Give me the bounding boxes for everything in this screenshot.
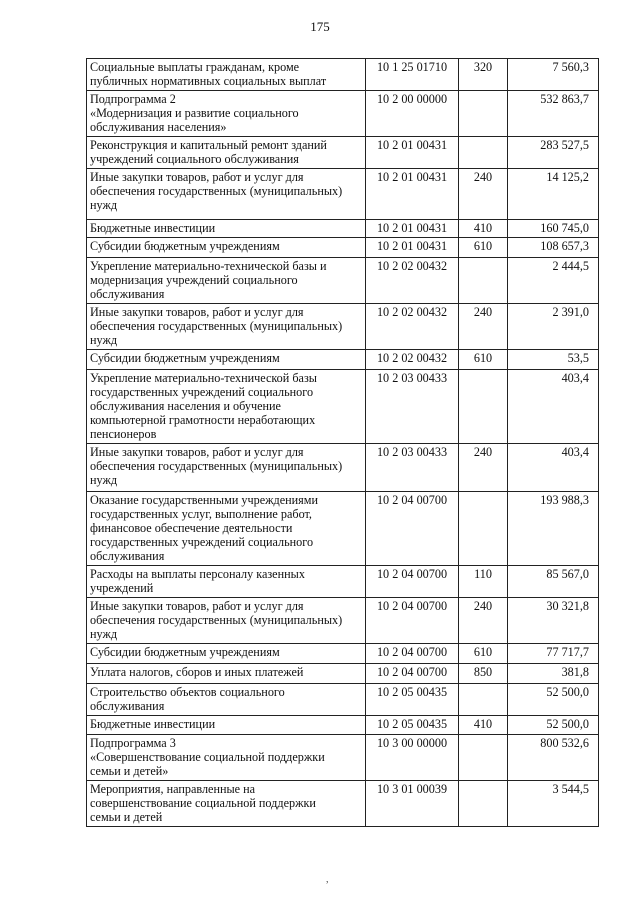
table-row (87, 644, 599, 664)
expense-name-line: нужд (90, 333, 118, 347)
table-row (87, 91, 599, 137)
expense-name-line: обслуживания (90, 699, 165, 713)
expense-name-cell (87, 350, 366, 370)
expense-name-line: обеспечения государственных (муниципальных) (90, 184, 343, 198)
expense-name-line: Реконструкция и капитальный ремонт зданий (90, 138, 327, 152)
expense-type-cell: 610 (459, 350, 508, 370)
amount-cell: 85 567,0 (508, 566, 599, 598)
budget-code-cell: 10 1 25 01710 (366, 59, 459, 91)
expense-type-cell (459, 370, 508, 444)
expense-name-line: учреждений социального обслуживания (90, 152, 299, 166)
expense-type-cell (459, 684, 508, 716)
expense-name-line: Социальные выплаты гражданам, кроме (90, 60, 300, 74)
table-row (87, 664, 599, 684)
table-row (87, 350, 599, 370)
expense-type-cell: 410 (459, 716, 508, 735)
expense-name-line: обслуживания населения» (90, 120, 227, 134)
page-number: 175 (310, 19, 330, 34)
expense-name-line: обеспечения государственных (муниципальных) (90, 459, 343, 473)
expense-name-line: нужд (90, 627, 118, 641)
expense-name-line: Субсидии бюджетным учреждениям (90, 351, 280, 365)
budget-table-body (87, 59, 599, 827)
table-row (87, 169, 599, 220)
budget-code-cell: 10 2 02 00432 (366, 304, 459, 350)
amount-cell: 108 657,3 (508, 238, 599, 258)
expense-name-cell (87, 716, 366, 735)
amount-cell: 53,5 (508, 350, 599, 370)
budget-code-cell: 10 2 04 00700 (366, 644, 459, 664)
expense-name-line: финансовое обеспечение деятельности (90, 521, 293, 535)
expense-type-cell: 240 (459, 598, 508, 644)
expense-type-cell (459, 492, 508, 566)
table-row (87, 137, 599, 169)
table-row (87, 304, 599, 350)
expense-name-line: нужд (90, 473, 118, 487)
expense-type-cell: 240 (459, 444, 508, 492)
expense-name-line: Укрепление материально-технической базы и (90, 259, 327, 273)
expense-name-line: обслуживания (90, 549, 165, 563)
expense-type-cell: 850 (459, 664, 508, 684)
amount-cell: 2 391,0 (508, 304, 599, 350)
expense-name-cell (87, 644, 366, 664)
amount-cell: 3 544,5 (508, 781, 599, 827)
expense-name-cell (87, 258, 366, 304)
expense-name-line: «Совершенствование социальной поддержки (90, 750, 325, 764)
expense-name-line: Иные закупки товаров, работ и услуг для (90, 305, 304, 319)
expense-type-cell: 410 (459, 220, 508, 238)
budget-code-cell: 10 2 00 00000 (366, 91, 459, 137)
table-row (87, 238, 599, 258)
table-row (87, 220, 599, 238)
amount-cell: 52 500,0 (508, 716, 599, 735)
amount-cell: 403,4 (508, 370, 599, 444)
expense-name-line: «Модернизация и развитие социального (90, 106, 299, 120)
expense-name-line: Строительство объектов социального (90, 685, 285, 699)
amount-cell: 381,8 (508, 664, 599, 684)
expense-name-cell (87, 664, 366, 684)
expense-type-cell: 610 (459, 238, 508, 258)
table-row (87, 444, 599, 492)
budget-code-cell: 10 2 03 00433 (366, 370, 459, 444)
table-row (87, 370, 599, 444)
budget-code-cell: 10 2 04 00700 (366, 598, 459, 644)
table-row (87, 598, 599, 644)
table-row (87, 684, 599, 716)
expense-name-line: обслуживания населения и обучение (90, 399, 281, 413)
expense-name-line: Подпрограмма 2 (90, 92, 176, 106)
expense-name-cell (87, 492, 366, 566)
amount-cell: 532 863,7 (508, 91, 599, 137)
expense-name-line: Бюджетные инвестиции (90, 221, 216, 235)
budget-table (86, 58, 599, 827)
budget-code-cell: 10 2 04 00700 (366, 664, 459, 684)
amount-cell: 2 444,5 (508, 258, 599, 304)
expense-name-cell (87, 598, 366, 644)
expense-name-cell (87, 444, 366, 492)
budget-code-cell: 10 2 05 00435 (366, 716, 459, 735)
expense-name-cell (87, 169, 366, 220)
expense-name-line: Укрепление материально-технической базы (90, 371, 317, 385)
expense-name-line: семьи и детей (90, 810, 163, 824)
expense-name-line: публичных нормативных социальных выплат (90, 74, 327, 88)
amount-cell: 30 321,8 (508, 598, 599, 644)
amount-cell: 7 560,3 (508, 59, 599, 91)
budget-code-cell: 10 2 01 00431 (366, 137, 459, 169)
expense-name-line: Уплата налогов, сборов и иных платежей (90, 665, 304, 679)
expense-type-cell (459, 258, 508, 304)
expense-name-line: Иные закупки товаров, работ и услуг для (90, 445, 304, 459)
budget-code-cell: 10 3 01 00039 (366, 781, 459, 827)
expense-type-cell: 320 (459, 59, 508, 91)
table-row (87, 735, 599, 781)
expense-name-cell (87, 781, 366, 827)
budget-code-cell: 10 2 05 00435 (366, 684, 459, 716)
amount-cell: 160 745,0 (508, 220, 599, 238)
table-row (87, 492, 599, 566)
expense-name-line: Субсидии бюджетным учреждениям (90, 239, 280, 253)
budget-code-cell: 10 2 02 00432 (366, 350, 459, 370)
expense-type-cell (459, 735, 508, 781)
expense-name-line: Субсидии бюджетным учреждениям (90, 645, 280, 659)
table-row (87, 716, 599, 735)
expense-name-line: семьи и детей» (90, 764, 169, 778)
expense-name-line: пенсионеров (90, 427, 157, 441)
budget-code-cell: 10 2 04 00700 (366, 492, 459, 566)
expense-name-line: Подпрограмма 3 (90, 736, 176, 750)
expense-name-line: государственных учреждений социального (90, 535, 314, 549)
expense-name-line: нужд (90, 198, 118, 212)
expense-type-cell: 240 (459, 169, 508, 220)
expense-name-cell (87, 684, 366, 716)
expense-name-line: Бюджетные инвестиции (90, 717, 216, 731)
expense-name-line: совершенствование социальной поддержки (90, 796, 316, 810)
expense-type-cell (459, 137, 508, 169)
table-row (87, 59, 599, 91)
expense-name-cell (87, 566, 366, 598)
expense-type-cell: 610 (459, 644, 508, 664)
table-row (87, 258, 599, 304)
expense-name-line: обслуживания (90, 287, 165, 301)
amount-cell: 193 988,3 (508, 492, 599, 566)
expense-type-cell (459, 781, 508, 827)
amount-cell: 77 717,7 (508, 644, 599, 664)
amount-cell: 52 500,0 (508, 684, 599, 716)
expense-name-cell (87, 59, 366, 91)
amount-cell: 14 125,2 (508, 169, 599, 220)
budget-code-cell: 10 2 01 00431 (366, 169, 459, 220)
table-row (87, 566, 599, 598)
budget-code-cell: 10 2 01 00431 (366, 238, 459, 258)
amount-cell: 800 532,6 (508, 735, 599, 781)
expense-name-cell (87, 220, 366, 238)
budget-code-cell: 10 3 00 00000 (366, 735, 459, 781)
expense-name-line: обеспечения государственных (муниципальных) (90, 319, 343, 333)
scan-artifact-mark: , (326, 874, 329, 885)
expense-type-cell: 240 (459, 304, 508, 350)
budget-code-cell: 10 2 01 00431 (366, 220, 459, 238)
amount-cell: 283 527,5 (508, 137, 599, 169)
expense-name-cell (87, 91, 366, 137)
expense-name-line: государственных услуг, выполнение работ, (90, 507, 312, 521)
expense-name-line: обеспечения государственных (муниципальных) (90, 613, 343, 627)
amount-cell: 403,4 (508, 444, 599, 492)
expense-name-cell (87, 735, 366, 781)
table-row (87, 781, 599, 827)
expense-name-cell (87, 304, 366, 350)
budget-code-cell: 10 2 02 00432 (366, 258, 459, 304)
expense-name-cell (87, 238, 366, 258)
expense-name-line: модернизация учреждений социального (90, 273, 298, 287)
expense-name-line: государственных учреждений социального (90, 385, 314, 399)
expense-type-cell (459, 91, 508, 137)
expense-name-cell (87, 370, 366, 444)
expense-name-line: Мероприятия, направленные на (90, 782, 256, 796)
budget-code-cell: 10 2 03 00433 (366, 444, 459, 492)
expense-name-cell (87, 137, 366, 169)
expense-type-cell: 110 (459, 566, 508, 598)
expense-name-line: Иные закупки товаров, работ и услуг для (90, 599, 304, 613)
expense-name-line: компьютерной грамотности неработающих (90, 413, 316, 427)
expense-name-line: Оказание государственными учреждениями (90, 493, 319, 507)
expense-name-line: учреждений (90, 581, 154, 595)
expense-name-line: Иные закупки товаров, работ и услуг для (90, 170, 304, 184)
budget-code-cell: 10 2 04 00700 (366, 566, 459, 598)
expense-name-line: Расходы на выплаты персоналу казенных (90, 567, 305, 581)
